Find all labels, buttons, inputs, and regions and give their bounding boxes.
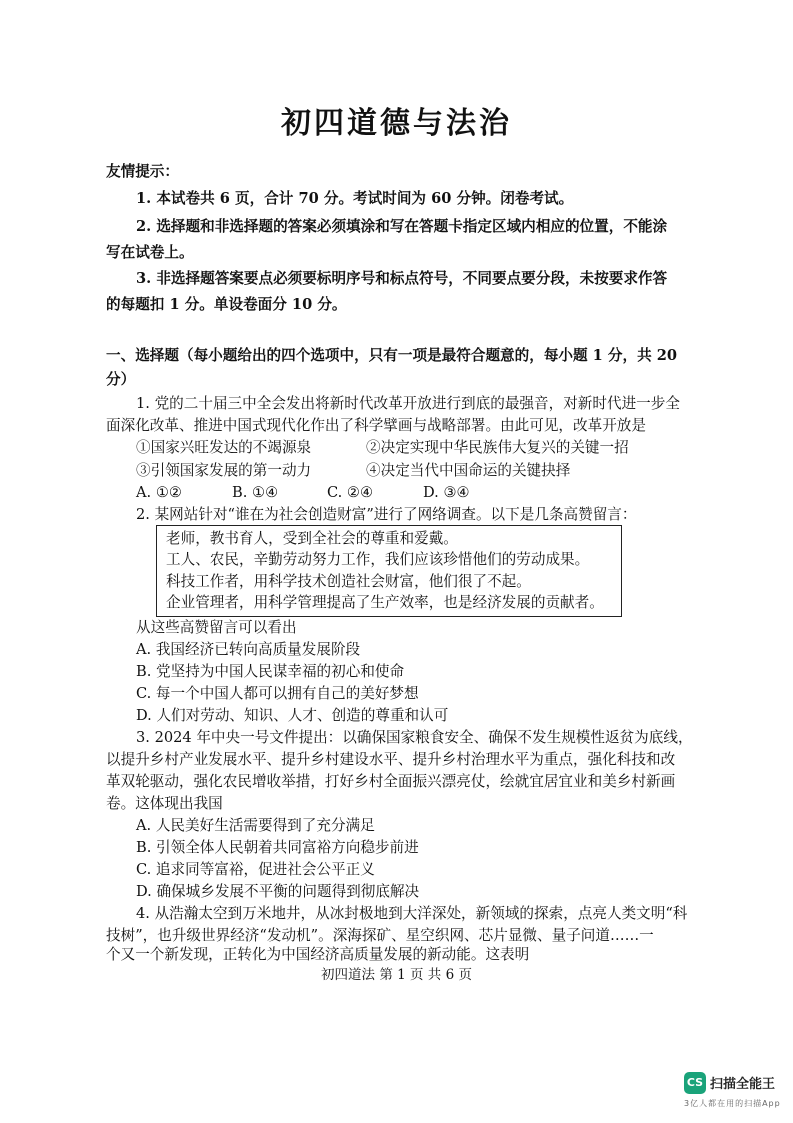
q1-statement-3: ③引领国家发展的第一动力 bbox=[136, 462, 312, 479]
q2-comment-3: 科技工作者，用科学技术创造社会财富，他们很了不起。 bbox=[166, 573, 531, 590]
exam-title: 初四道德与法治 bbox=[281, 106, 512, 141]
q1-stem-line-2: 面深化改革、推进中国式现代化作出了科学擘画与战略部署。由此可见，改革开放是 bbox=[106, 417, 646, 434]
q2-comment-2: 工人、农民，辛勤劳动努力工作，我们应该珍惜他们的劳动成果。 bbox=[166, 551, 590, 568]
scanner-logo-icon: CS bbox=[684, 1072, 706, 1094]
q2-option-c: C. 每一个中国人都可以拥有自己的美好梦想 bbox=[136, 685, 419, 702]
q2-comment-4: 企业管理者，用科学管理提高了生产效率，也是经济发展的贡献者。 bbox=[166, 594, 604, 611]
tip-line-3b: 的每题扣 1 分。单设卷面分 10 分。 bbox=[106, 296, 347, 313]
tip-line-3a: 3. 非选择题答案要点必须要标明序号和标点符号，不同要点要分段，未按要求作答 bbox=[136, 270, 668, 287]
q3-option-b: B. 引领全体人民朝着共同富裕方向稳步前进 bbox=[136, 839, 419, 856]
q3-stem-line-1: 3. 2024 年中央一号文件提出：以确保国家粮食安全、确保不发生规模性返贫为底线， bbox=[136, 729, 693, 746]
page-footer: 初四道法 第 1 页 共 6 页 bbox=[321, 967, 472, 983]
q4-stem-line-2: 技树”，也升级世界经济“发动机”。深海探矿、星空织网、芯片显微、量子问道……一 bbox=[106, 927, 654, 944]
q1-statement-4: ④决定当代中国命运的关键抉择 bbox=[366, 462, 571, 479]
tips-heading: 友情提示： bbox=[106, 163, 179, 180]
q1-option-c: C. ②④ bbox=[327, 484, 374, 501]
q2-option-b: B. 党坚持为中国人民谋幸福的初心和使命 bbox=[136, 663, 405, 680]
q3-stem-line-3: 革双轮驱动，强化农民增收举措，打好乡村全面振兴漂亮仗，绘就宜居宜业和美乡村新画 bbox=[106, 773, 676, 790]
q3-stem-line-4: 卷。这体现出我国 bbox=[106, 795, 223, 812]
section-heading: 一、选择题（每小题给出的四个选项中，只有一项是最符合题意的，每小题 1 分，共 20 bbox=[106, 347, 678, 364]
q2-prompt: 从这些高赞留言可以看出 bbox=[136, 619, 297, 636]
q4-stem-line-1: 4. 从浩瀚太空到万米地井，从冰封极地到大洋深处，新领域的探索，点亮人类文明“科 bbox=[136, 905, 688, 922]
q1-option-b: B. ①④ bbox=[232, 484, 279, 501]
scanner-app-name: 扫描全能王 bbox=[710, 1077, 776, 1092]
q1-stem-line-1: 1. 党的二十届三中全会发出将新时代改革开放进行到底的最强音，对新时代进一步全 bbox=[136, 395, 680, 412]
q2-comment-1: 老师，教书育人，受到全社会的尊重和爱戴。 bbox=[166, 530, 458, 547]
q1-option-a: A. ①② bbox=[136, 484, 182, 501]
tip-line-1: 1. 本试卷共 6 页，合计 70 分。考试时间为 60 分钟。闭卷考试。 bbox=[136, 190, 574, 207]
q1-statement-1: ①国家兴旺发达的不竭源泉 bbox=[136, 439, 312, 456]
q3-option-d: D. 确保城乡发展不平衡的问题得到彻底解决 bbox=[136, 883, 420, 900]
q3-option-a: A. 人民美好生活需要得到了充分满足 bbox=[136, 817, 375, 834]
q3-option-c: C. 追求同等富裕，促进社会公平正义 bbox=[136, 861, 375, 878]
q4-stem-line-3: 个又一个新发现，正转化为中国经济高质量发展的新动能。这表明 bbox=[106, 946, 530, 963]
q2-stem: 2. 某网站针对“谁在为社会创造财富”进行了网络调查。以下是几条高赞留言： bbox=[136, 506, 637, 523]
tip-line-2b: 写在试卷上。 bbox=[106, 244, 194, 261]
section-heading-cont: 分） bbox=[106, 371, 136, 388]
q3-stem-line-2: 以提升乡村产业发展水平、提升乡村建设水平、提升乡村治理水平为重点，强化科技和改 bbox=[106, 751, 676, 768]
q2-option-a: A. 我国经济已转向高质量发展阶段 bbox=[136, 641, 361, 658]
q2-option-d: D. 人们对劳动、知识、人才、创造的尊重和认可 bbox=[136, 707, 449, 724]
q1-option-d: D. ③④ bbox=[423, 484, 470, 501]
scanner-tagline: 3亿人都在用的扫描App bbox=[684, 1099, 781, 1108]
tip-line-2a: 2. 选择题和非选择题的答案必须填涂和写在答题卡指定区域内相应的位置，不能涂 bbox=[136, 218, 668, 235]
q1-statement-2: ②决定实现中华民族伟大复兴的关键一招 bbox=[366, 439, 629, 456]
